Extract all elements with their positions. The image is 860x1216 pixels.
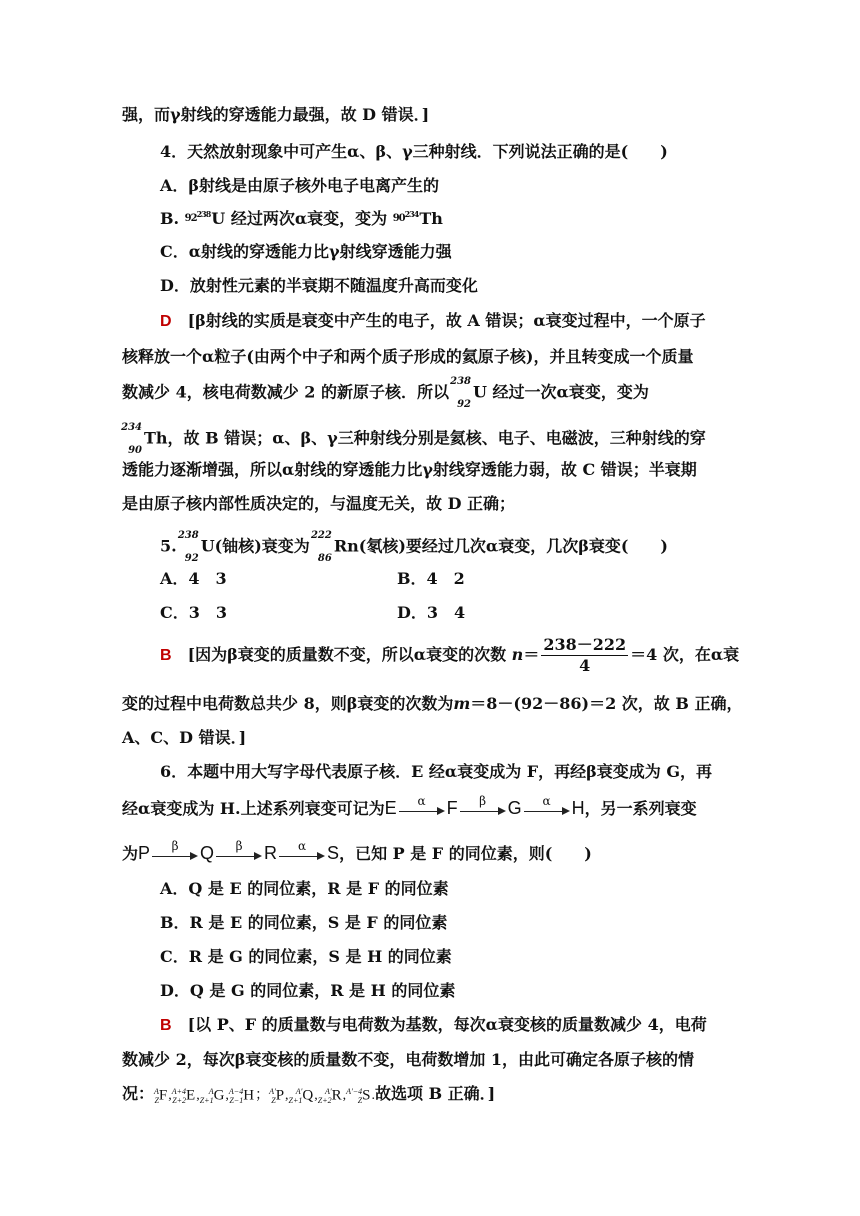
decay-chain-1: [384, 793, 585, 818]
nuclide-symbol: P: [138, 843, 151, 863]
isotope-notation: $92^{238}$: [184, 209, 211, 224]
nuclide-notation: A′−4 Z S: [346, 1086, 371, 1105]
decay-arrow: [216, 838, 262, 866]
nuclide-notation: A′ Z+2 R: [317, 1086, 342, 1105]
question-5-explanation: B [因为β衰变的质量数不变，所以α衰变的次数 n＝ $\frac{238-222}{4}$ ＝4 次，在α衰: [160, 635, 740, 675]
decay-label: β: [479, 793, 487, 808]
question-4-option-d: D．放射性元素的半衰期不随温度升高而变化: [160, 276, 478, 295]
text-line: 强，而γ射线的穿透能力最强，故 D 错误．]: [122, 105, 430, 124]
question-5-stem: 5. 238 92 U(铀核)衰变为 222 86 Rn(氡核)要经过几次α衰变，几次β衰变( ): [160, 530, 668, 564]
text-line: 透能力逐渐增强，所以α射线的穿透能力比γ射线穿透能力弱，故 C 错误；半衰期: [122, 460, 697, 479]
decay-label: α: [542, 793, 551, 808]
question-4-option-a: A．β射线是由原子核外电子电离产生的: [160, 176, 440, 195]
text-line: 是由原子核内部性质决定的，与温度无关，故 D 正确；: [122, 494, 516, 513]
text-line: 经α衰变成为 H.上述系列衰变可记为E α F β G α H，另一系列衰变: [122, 797, 697, 821]
decay-label: α: [417, 793, 426, 808]
question-4-explanation: D [β射线的实质是衰变中产生的电子，故 A 错误；α衰变过程中，一个原子: [160, 311, 706, 330]
question-5-option-c: C．3 3: [160, 603, 228, 622]
decay-label: α: [297, 838, 307, 853]
question-4-option-c: C．α射线的穿透能力比γ射线穿透能力强: [160, 242, 452, 261]
question-6-stem: 6．本题中用大写字母代表原子核．E 经α衰变成为 F，再经β衰变成为 G，再: [160, 762, 713, 781]
nuclide-symbol: R: [264, 843, 278, 863]
text-line: 况： A Z F, A+4 Z+2 E, A Z+1 G, A−4 Z−1 H； A′ Z P, A′ Z+1 Q, A′ Z+2 R, A′−4 Z S.故选项 B 正确．]: [122, 1084, 496, 1105]
nuclide-symbol: S: [327, 843, 340, 863]
answer-label: B: [160, 647, 172, 664]
decay-arrow: [524, 793, 570, 821]
option-label: B.: [160, 209, 180, 228]
fraction: $\frac{238-222}{4}$: [543, 635, 627, 675]
text-line: 为P β Q β R α S，已知 P 是 F 的同位素，则( ): [122, 842, 592, 866]
text-line: 数减少 4，核电荷数减少 2 的新原子核．所以 238 92 U 经过一次α衰变，变为: [122, 376, 649, 410]
question-5-option-a: A．4 3: [160, 569, 227, 588]
nuclide-list: A Z F, A+4 Z+2 E, A Z+1 G, A−4 Z−1 H； A′ Z P, A′ Z+1 Q, A′ Z+2 R, A′−4 Z S.: [154, 1084, 375, 1103]
decay-label: β: [235, 838, 243, 853]
decay-arrow: [399, 793, 445, 821]
nuclide-notation: A′ Z P: [269, 1086, 285, 1105]
text-line: 234 90 Th，故 B 错误；α、β、γ三种射线分别是氦核、电子、电磁波，三种射线的穿: [121, 422, 706, 456]
question-5-option-d: D．3 4: [397, 603, 466, 622]
question-6-option-d: D．Q 是 G 的同位素，R 是 H 的同位素: [160, 981, 456, 1000]
question-5-option-b: B．4 2: [397, 569, 465, 588]
nuclide-notation: A Z F: [154, 1086, 168, 1105]
isotope-notation: $90^{234}$: [392, 209, 419, 224]
question-6-option-a: A．Q 是 E 的同位素，R 是 F 的同位素: [160, 879, 449, 898]
nuclide-symbol: G: [507, 798, 522, 818]
decay-arrow: [152, 838, 198, 866]
nuclide-notation: A′ Z+1 Q: [288, 1086, 314, 1105]
isotope-notation: 234 90: [121, 422, 142, 456]
decay-chain-2: [138, 838, 340, 863]
nuclide-notation: A+4 Z+2 E: [171, 1086, 196, 1105]
isotope-notation: 222 86: [310, 530, 332, 564]
text-line: A、C、D 错误．]: [122, 728, 247, 747]
question-5-options-row-1: [160, 568, 227, 590]
nuclide-notation: A Z+1 G: [199, 1086, 225, 1105]
decay-arrow: [279, 838, 325, 866]
text-line: 变的过程中电荷数总共少 8，则β衰变的次数为m＝8－(92－86)＝2 次，故 B 正确，: [122, 694, 743, 713]
decay-label: β: [171, 838, 179, 853]
question-6-option-b: B．R 是 E 的同位素，S 是 F 的同位素: [160, 913, 448, 932]
nuclide-symbol: Q: [200, 843, 215, 863]
isotope-notation: 238 92: [177, 530, 199, 564]
nuclide-notation: A−4 Z−1 H: [228, 1086, 255, 1105]
answer-label: B: [160, 1017, 172, 1034]
text-line: 数减少 2，每次β衰变核的质量数不变，电荷数增加 1，由此可确定各原子核的情: [122, 1050, 695, 1069]
text-line: 核释放一个α粒子(由两个中子和两个质子形成的氦原子核)，并且转变成一个质量: [122, 347, 694, 366]
question-4-option-b: B. $92^{238}U$ 经过两次α衰变，变为 $90^{234}Th$: [160, 209, 443, 228]
isotope-notation: 238 92: [450, 376, 471, 410]
answer-label: D: [160, 313, 172, 330]
question-6-option-c: C．R 是 G 的同位素，S 是 H 的同位素: [160, 947, 452, 966]
question-4-stem: 4．天然放射现象中可产生α、β、γ三种射线．下列说法正确的是( ): [160, 142, 668, 161]
question-6-explanation: B [以 P、F 的质量数与电荷数为基数，每次α衰变核的质量数减少 4，电荷: [160, 1015, 707, 1034]
nuclide-symbol: H: [571, 798, 585, 818]
nuclide-symbol: F: [446, 798, 458, 818]
decay-arrow: [460, 793, 506, 821]
nuclide-symbol: E: [384, 798, 397, 818]
